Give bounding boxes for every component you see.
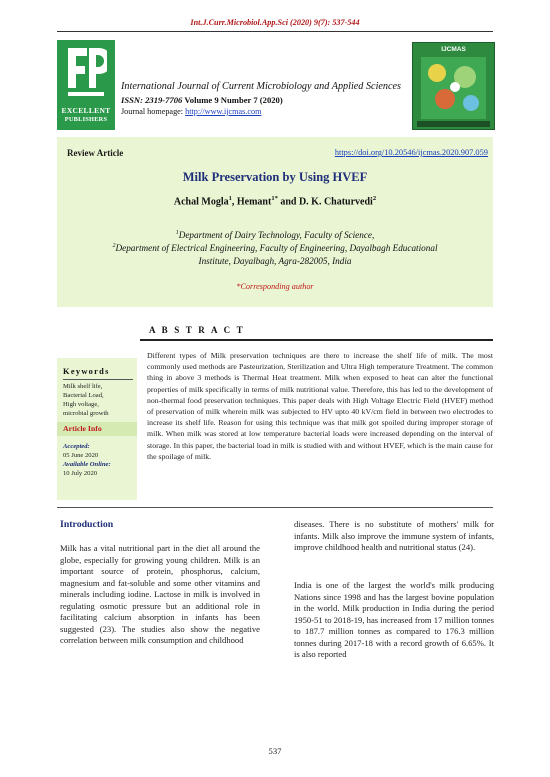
homepage-label: Journal homepage:: [121, 107, 184, 116]
journal-homepage: [121, 107, 261, 116]
author-name: Achal Mogla: [173, 196, 229, 208]
article-type-label: Review Article: [67, 148, 124, 158]
running-header-citation: Int.J.Curr.Microbiol.App.Sci (2020) 9(7): 537-544: [190, 18, 360, 27]
body-paragraph-left: Milk has a vital nutritional part in the diet all around the globe, especially for growing young children. Milk is an important source of protein, phosphorus, calcium, magnesium and fat-soluble and some other vitamins and minerals including iodine. Lactose in milk is involved in regulating osmotic pressure but an additional role in facilitating calcium absorption in infants has been suggested (23). The studies also show the negative correlation between milk consumption and childhood: [60, 543, 260, 645]
journal-title: International Journal of Current Microbiology and Applied Sciences: [121, 81, 402, 92]
abstract-heading: A B S T R A C T: [149, 325, 245, 335]
corresponding-author-note: *Corresponding author: [236, 282, 314, 291]
keyword-item: High voltage,: [63, 401, 99, 408]
paper-title: Milk Preservation by Using HVEF: [182, 170, 368, 184]
cover-artwork-icon: [421, 57, 486, 119]
volume-number: Volume 9 Number 7 (2020): [184, 95, 283, 105]
affiliation-text: Department of Dairy Technology, Faculty of Science,: [178, 230, 375, 241]
abstract-rule: [140, 339, 493, 341]
author-affiliation-mark: 1*: [271, 195, 278, 202]
author-separator: and: [277, 196, 299, 208]
accepted-date: 05 June 2020: [63, 452, 99, 459]
cover-title: IJCMAS: [441, 46, 466, 53]
abstract-bottom-rule: [57, 507, 493, 508]
author-name: Hemant: [236, 196, 272, 208]
keywords-rule: [63, 379, 133, 380]
affiliation-line: [57, 243, 493, 253]
keyword-item: Milk shelf life,: [63, 383, 103, 390]
doi-link[interactable]: https://doi.org/10.20546/ijcmas.2020.907.059: [334, 148, 488, 157]
publisher-logo: [57, 40, 115, 130]
issn: ISSN: 2319-7706: [121, 95, 183, 105]
ep-logo-icon: [65, 44, 107, 102]
author-affiliation-mark: 1: [228, 195, 232, 202]
article-info-heading: Article Info: [57, 422, 137, 436]
journal-issn: [121, 95, 283, 105]
page-number: 537: [268, 746, 282, 756]
affiliation-text: Department of Electrical Engineering, Faculty of Engineering, Dayalbagh Educational: [115, 243, 438, 254]
author-affiliation-mark: 2: [372, 195, 377, 202]
logo-text-publishers: PUBLISHERS: [64, 116, 108, 123]
header-rule: [57, 31, 493, 32]
author-separator: ,: [231, 196, 237, 208]
journal-cover-thumbnail: [412, 42, 495, 130]
affiliation-line: [57, 256, 493, 266]
online-date: 10 July 2020: [63, 470, 98, 477]
affiliation-text: Institute, Dayalbagh, Agra-282005, India: [198, 256, 352, 266]
homepage-link[interactable]: http://www.ijcmas.com: [185, 107, 262, 116]
affiliation-line: [57, 230, 493, 240]
abstract-text: Different types of Milk preservation techniques are there to increase the shelf life of milk. The most commonly used methods are Pasteurization, Sterilization and Ultra High temperature Treatment. The common thing in above 3 methods is Thermal Heat treatment. Milk when exposed to heat can alter the functional properties of milk specifically in terms of milk nutritional value. Therefore, this has led to the development of non-thermal food preservation techniques. This paper deals with High Voltage Electric Field (HVEF) method of preservation of milk wherein milk was subjected to HV upto 40 kV/cm field in between two electrodes to increase its shelf life. Reason for using this technique was that milk got spoiled during improper storage of milk. When milk was stored at low temperature bacterial loads were increased depending on the interval of storage. In this paper, the bacterial load in milk is studied with and without HVEF, which is the main cause for the spoilage of milk.: [147, 351, 493, 461]
keyword-item: Bacterial Load,: [63, 392, 104, 399]
online-label: Available Online:: [63, 461, 111, 468]
affiliation-mark: 1: [175, 230, 179, 236]
author-list: [57, 195, 493, 207]
body-paragraph-right-1: diseases. There is no substitute of mothers' milk for infants. Milk also improve the immune system of infants, improve childhood health and nutritional status (24).: [294, 519, 494, 552]
keywords-heading: Keywords: [63, 367, 110, 376]
introduction-heading: Introduction: [60, 519, 114, 530]
logo-text-excellent: EXCELLENT: [61, 106, 111, 115]
cover-footer-bar: [417, 121, 490, 127]
affiliation-mark: 2: [112, 243, 116, 249]
author-name: D. K. Chaturvedi: [298, 196, 373, 208]
accepted-label: Accepted:: [63, 443, 90, 450]
keyword-item: microbial growth: [63, 410, 109, 417]
body-paragraph-right-2: India is one of the largest the world's milk producing Nations since 1998 and has the largest bovine population in the world. Milk production in India during the period 1950-51 to 2018-19, has increased from 17 million tonnes to 187.7 million tonnes as compared to 176.3 million tonnes during 2017-18 with a record growth of 6.65%. It is also reported: [294, 580, 494, 659]
